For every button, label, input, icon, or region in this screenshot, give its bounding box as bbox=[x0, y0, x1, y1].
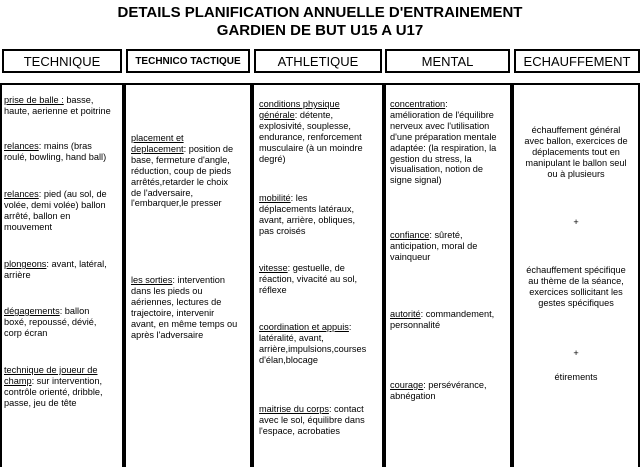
athletique-item-5: maitrise du corps: contact avec le sol, équilibre dans l'espace, acrobaties bbox=[259, 404, 365, 436]
athletique-item-3: vitesse: gestuelle, de réaction, vivacité au sol, réflexe bbox=[259, 263, 358, 295]
technique-item-2: relances: mains (bras roulé, bowling, hand ball) bbox=[4, 141, 107, 162]
header-technico-tactique: TECHNICO TACTIQUE bbox=[126, 49, 250, 73]
document-title-line-2: GARDIEN DE BUT U15 A U17 bbox=[216, 22, 424, 39]
echauffement-plus-2: + bbox=[573, 348, 579, 358]
mental-item-4: courage: persévérance, abnégation bbox=[390, 380, 487, 401]
header-athletique: ATHLETIQUE bbox=[254, 49, 382, 73]
header-mental: MENTAL bbox=[385, 49, 510, 73]
technico-tactique-item-1: placement et deplacement: position de base, fermeture d'angle, réduction, coup de pieds arrêtés,retarder le choix de l'adversaire, l'embarquer,le presser bbox=[131, 133, 234, 209]
technique-item-4: plongeons: avant, latéral, arrière bbox=[4, 259, 107, 280]
athletique-item-4: coordination et appuis: latéralité, avant, arrière,impulsions,courses d'élan,blocage bbox=[259, 322, 367, 365]
echauffement-specifique: échauffement spécifique au thème de la séance, exercices sollicitant les gestes spécifiques bbox=[526, 265, 626, 308]
mental-item-2: confiance: sûreté, anticipation, moral de vainqueur bbox=[390, 230, 478, 262]
echauffement-etirements: étirements bbox=[554, 372, 598, 382]
mental-item-1: concentration: amélioration de l'équilibre nerveux avec l'utilisation d'une préparation mentale adaptée: (la respiration, la gestion du stress, la visualisation, notion de signe signal) bbox=[390, 99, 497, 186]
echauffement-general: échauffement général avec ballon, exercices de déplacements tout en manipulant le ballon seul ou à plusieurs bbox=[524, 125, 628, 179]
technique-item-5: dégagements: ballon boxé, repoussé, dévié, corp écran bbox=[4, 306, 97, 338]
athletique-item-2: mobilité: les déplacements latéraux, avant, arrière, obliques, pas croisés bbox=[259, 193, 356, 236]
technique-item-1: prise de balle : basse, haute, aerienne et poitrine bbox=[4, 95, 111, 116]
column-technico-tactique bbox=[124, 83, 252, 467]
technique-item-3: relances: pied (au sol, de volée, demi volée) ballon arrêté, ballon en mouvement bbox=[4, 189, 107, 232]
mental-item-3: autorité: commandement, personnalité bbox=[390, 309, 495, 330]
technico-tactique-item-2: les sorties: intervention dans les pieds ou aériennes, lectures de trajectoire, intervenir avant, en même temps ou après l'adversaire bbox=[131, 275, 238, 340]
technique-item-6: technique de joueur de champ: sur intervention, contrôle orienté, dribble, passe, jeu de tête bbox=[4, 365, 103, 408]
column-technique bbox=[0, 83, 124, 467]
header-echauffement: ECHAUFFEMENT bbox=[514, 49, 640, 73]
document-title-line-1: DETAILS PLANIFICATION ANNUELLE D'ENTRAINEMENT bbox=[117, 4, 523, 21]
header-technique: TECHNIQUE bbox=[2, 49, 122, 73]
echauffement-plus-1: + bbox=[573, 217, 579, 227]
column-mental bbox=[384, 83, 512, 467]
column-echauffement bbox=[512, 83, 640, 467]
athletique-item-1: conditions physique générale: détente, explosivité, souplesse, endurance, renforcement musculaire (à un moindre degré) bbox=[259, 99, 363, 164]
column-athletique bbox=[252, 83, 384, 467]
